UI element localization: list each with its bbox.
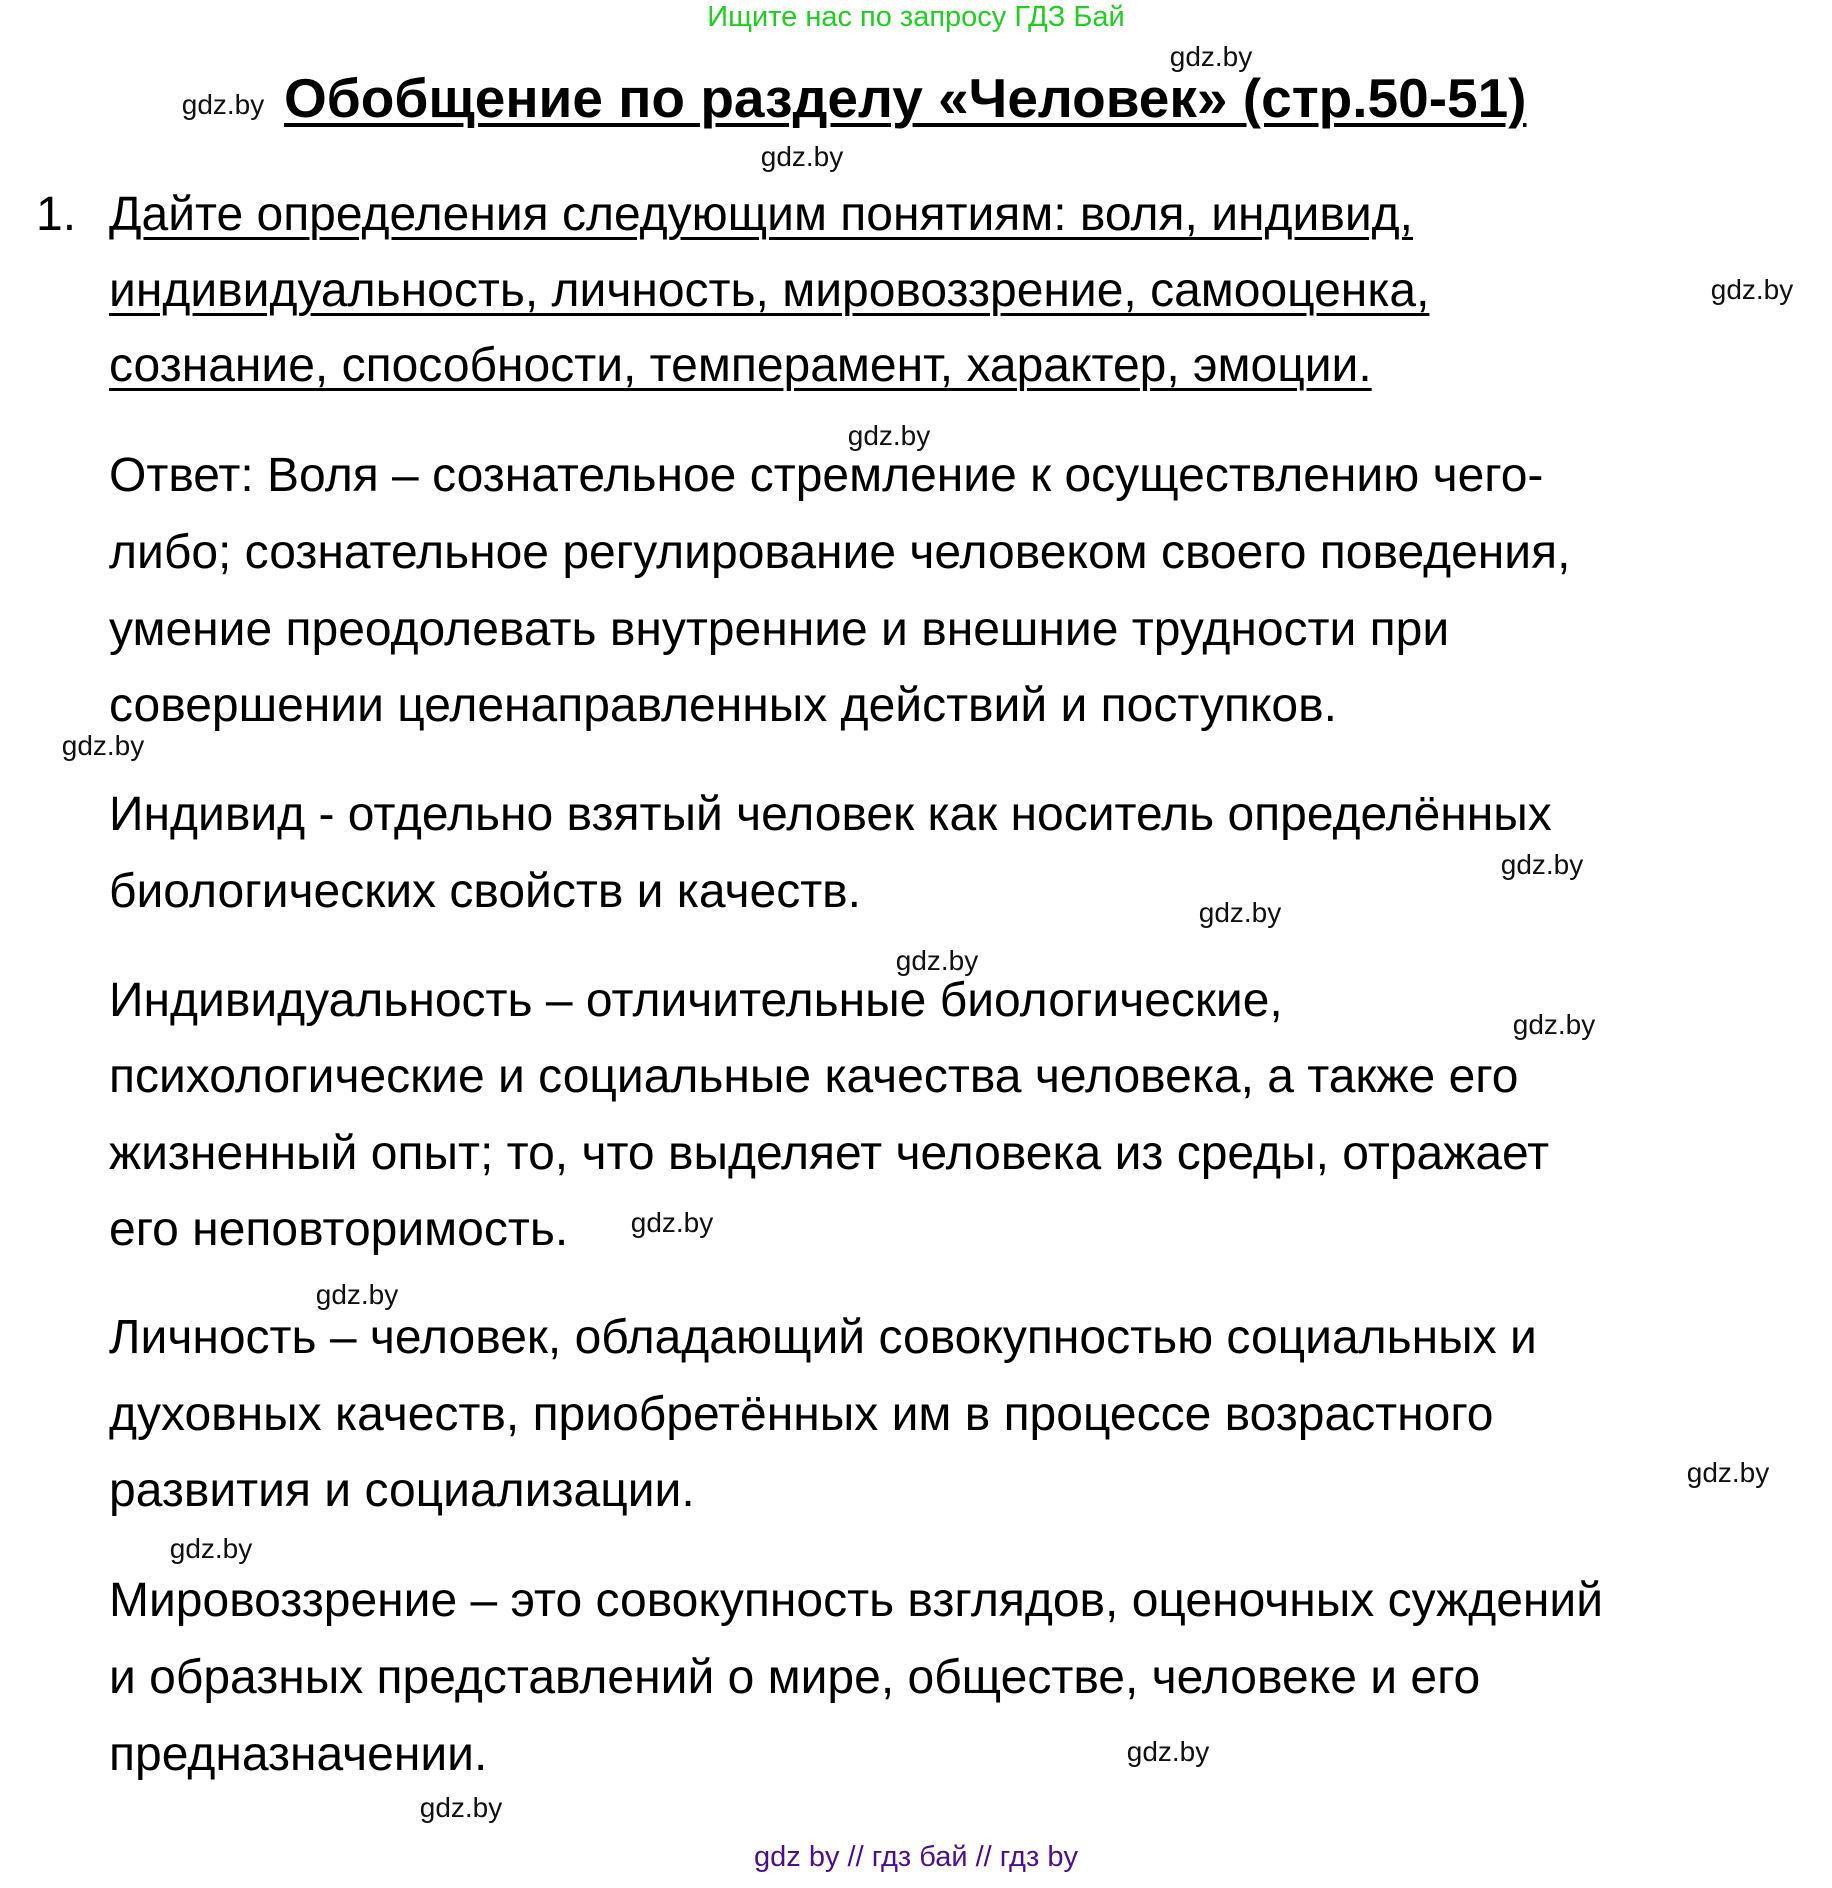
answer-line: умение преодолевать внутренние и внешние трудности при xyxy=(109,603,1450,656)
watermark: gdz.by xyxy=(181,89,265,120)
answer-line: предназначении. xyxy=(109,1728,488,1781)
answer-line: либо; сознательное регулирование человеком своего поведения, xyxy=(109,526,1571,579)
answer-line: совершении целенаправленных действий и поступков. xyxy=(109,679,1337,732)
watermark: gdz.by xyxy=(61,730,145,761)
answer-line: психологические и социальные качества человека, а также его xyxy=(109,1050,1519,1103)
answer-line: и образных представлений о мире, обществе, человеке и его xyxy=(109,1651,1481,1704)
watermark: gdz.by xyxy=(315,1279,399,1310)
watermark: gdz.by xyxy=(760,141,844,172)
question-line: сознание, способности, темперамент, характер, эмоции. xyxy=(109,339,1372,392)
footer-links[interactable]: gdz by // гдз бай // гдз by xyxy=(754,1841,1078,1873)
answer-line: его неповторимость. xyxy=(109,1203,569,1256)
answer-line: Мировоззрение – это совокупность взглядов, оценочных суждений xyxy=(109,1574,1604,1627)
answer-line: духовных качеств, приобретённых им в процессе возрастного xyxy=(109,1388,1494,1441)
watermark: gdz.by xyxy=(1512,1009,1596,1040)
watermark: gdz.by xyxy=(1710,274,1794,305)
answer-line: Личность – человек, обладающий совокупностью социальных и xyxy=(109,1311,1537,1364)
answer-line: развития и социализации. xyxy=(109,1464,695,1517)
watermark: gdz.by xyxy=(847,420,931,451)
watermark: gdz.by xyxy=(1500,849,1584,880)
answer-line: Индивидуальность – отличительные биологические, xyxy=(109,974,1283,1027)
answer-line: жизненный опыт; то, что выделяет человека из среды, отражает xyxy=(109,1127,1550,1180)
watermark: gdz.by xyxy=(630,1207,714,1238)
answer-line: Индивид - отдельно взятый человек как носитель определённых xyxy=(109,788,1552,841)
watermark: gdz.by xyxy=(1686,1457,1770,1488)
question-number: 1. xyxy=(36,188,77,241)
page-title: Обобщение по разделу «Человек» (стр.50-51) xyxy=(284,67,1527,129)
watermark: gdz.by xyxy=(895,945,979,976)
question-line: Дайте определения следующим понятиям: воля, индивид, xyxy=(109,188,1413,241)
watermark: gdz.by xyxy=(169,1533,253,1564)
watermark: gdz.by xyxy=(1126,1736,1210,1767)
watermark: gdz.by xyxy=(1198,897,1282,928)
question-line: индивидуальность, личность, мировоззрение, самооценка, xyxy=(109,264,1430,317)
answer-line: Ответ: Воля – сознательное стремление к осуществлению чего- xyxy=(109,449,1544,502)
answer-line: биологических свойств и качеств. xyxy=(109,865,862,918)
watermark: gdz.by xyxy=(419,1792,503,1823)
promo-text: Ищите нас по запросу ГДЗ Бай xyxy=(707,1,1125,33)
watermark: gdz.by xyxy=(1169,41,1253,72)
